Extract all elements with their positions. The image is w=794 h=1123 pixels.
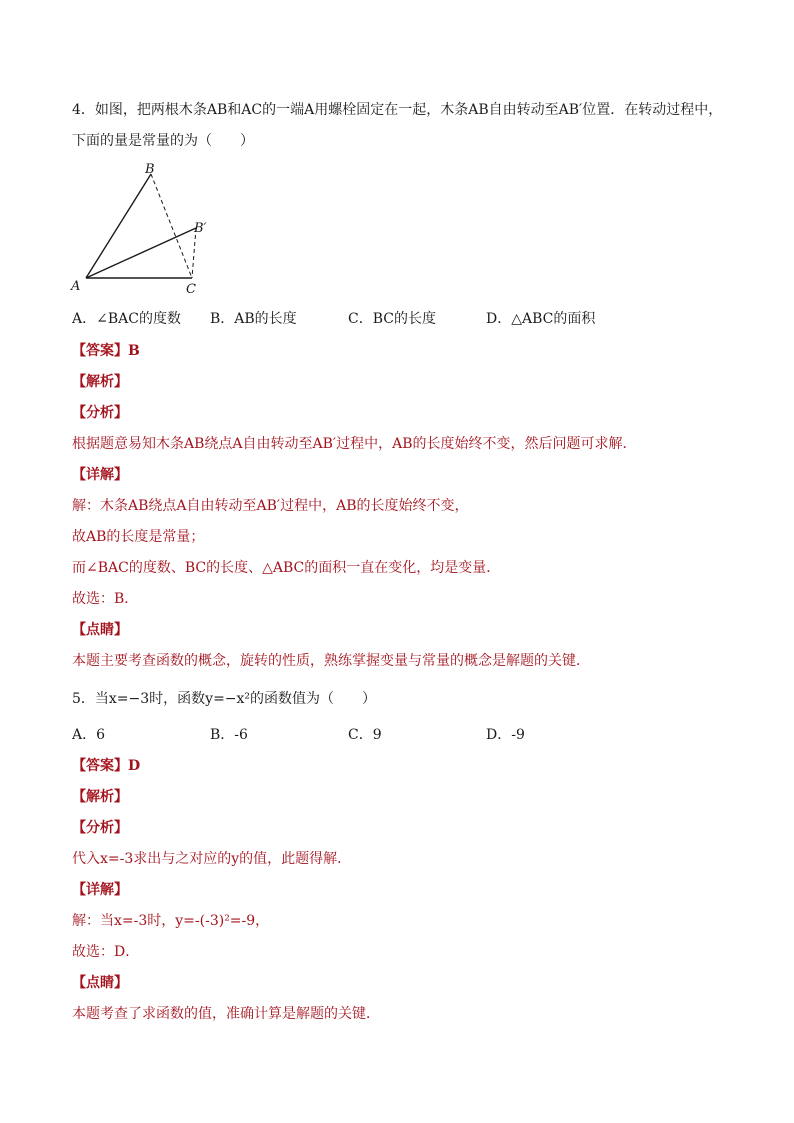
- segment-ab-prime: [86, 228, 196, 278]
- q5-xiangjie-heading: 【详解】: [72, 882, 128, 898]
- q5-fenxi-heading: 【分析】: [72, 820, 128, 836]
- q5-detail-line-1: 解：当x=-3时，y=-(-3)²=-9，: [72, 913, 270, 929]
- label-b: B: [145, 162, 155, 177]
- q5-answer: 【答案】D: [72, 758, 141, 774]
- q4-answer: 【答案】B: [72, 343, 140, 359]
- segment-ab: [86, 174, 151, 278]
- q4-fenxi-text: 根据题意易知木条AB绕点A自由转动至AB′过程中，AB的长度始终不变，然后问题可求解．: [72, 436, 637, 452]
- q5-dianjing-heading: 【点睛】: [72, 975, 128, 991]
- q5-dianjing-text: 本题考查了求函数的值，准确计算是解题的关键．: [72, 1006, 380, 1022]
- q4-dianjing-text: 本题主要考查函数的概念，旋转的性质，熟练掌握变量与常量的概念是解题的关键．: [72, 653, 590, 669]
- q4-xiangjie-heading: 【详解】: [72, 467, 128, 483]
- label-c: C: [186, 282, 196, 297]
- q4-detail-line-4: 故选：B．: [72, 591, 139, 607]
- q5-stem: 5．当x=−3时，函数y=−x²的函数值为（ ）: [72, 691, 377, 707]
- q4-option-a: A．∠BAC的度数: [72, 311, 181, 327]
- q5-detail-line-2: 故选：D．: [72, 944, 140, 960]
- q5-option-c: C．9: [348, 727, 382, 743]
- segment-bc-dashed: [151, 174, 192, 278]
- q5-option-d: D．-9: [486, 727, 525, 743]
- q4-stem-line2: 下面的量是常量的为（ ）: [72, 133, 254, 149]
- q4-detail-line-3: 而∠BAC的度数、BC的长度、△ABC的面积一直在变化，均是变量．: [72, 560, 501, 576]
- q4-stem-line1: 4．如图，把两根木条AB和AC的一端A用螺栓固定在一起，木条AB自由转动至AB′位置．在转动过程中，: [72, 102, 723, 118]
- q4-option-d: D．△ABC的面积: [486, 311, 596, 327]
- q4-dianjing-heading: 【点睛】: [72, 622, 128, 638]
- q4-detail-line-2: 故AB的长度是常量；: [72, 529, 205, 545]
- q5-jiexi-heading: 【解析】: [72, 789, 128, 805]
- q4-detail-line-1: 解：木条AB绕点A自由转动至AB′过程中，AB的长度始终不变，: [72, 498, 469, 514]
- label-b-prime: B′: [194, 221, 207, 236]
- q4-option-c: C．BC的长度: [348, 311, 436, 327]
- label-a: A: [71, 279, 81, 294]
- q5-option-a: A．6: [72, 727, 106, 743]
- q4-option-b: B．AB的长度: [210, 311, 297, 327]
- q5-fenxi-text: 代入x=-3求出与之对应的y的值，此题得解．: [72, 851, 352, 867]
- q5-option-b: B．-6: [210, 727, 248, 743]
- q4-jiexi-heading: 【解析】: [72, 374, 128, 390]
- q4-triangle-figure: [66, 160, 226, 300]
- q4-fenxi-heading: 【分析】: [72, 405, 128, 421]
